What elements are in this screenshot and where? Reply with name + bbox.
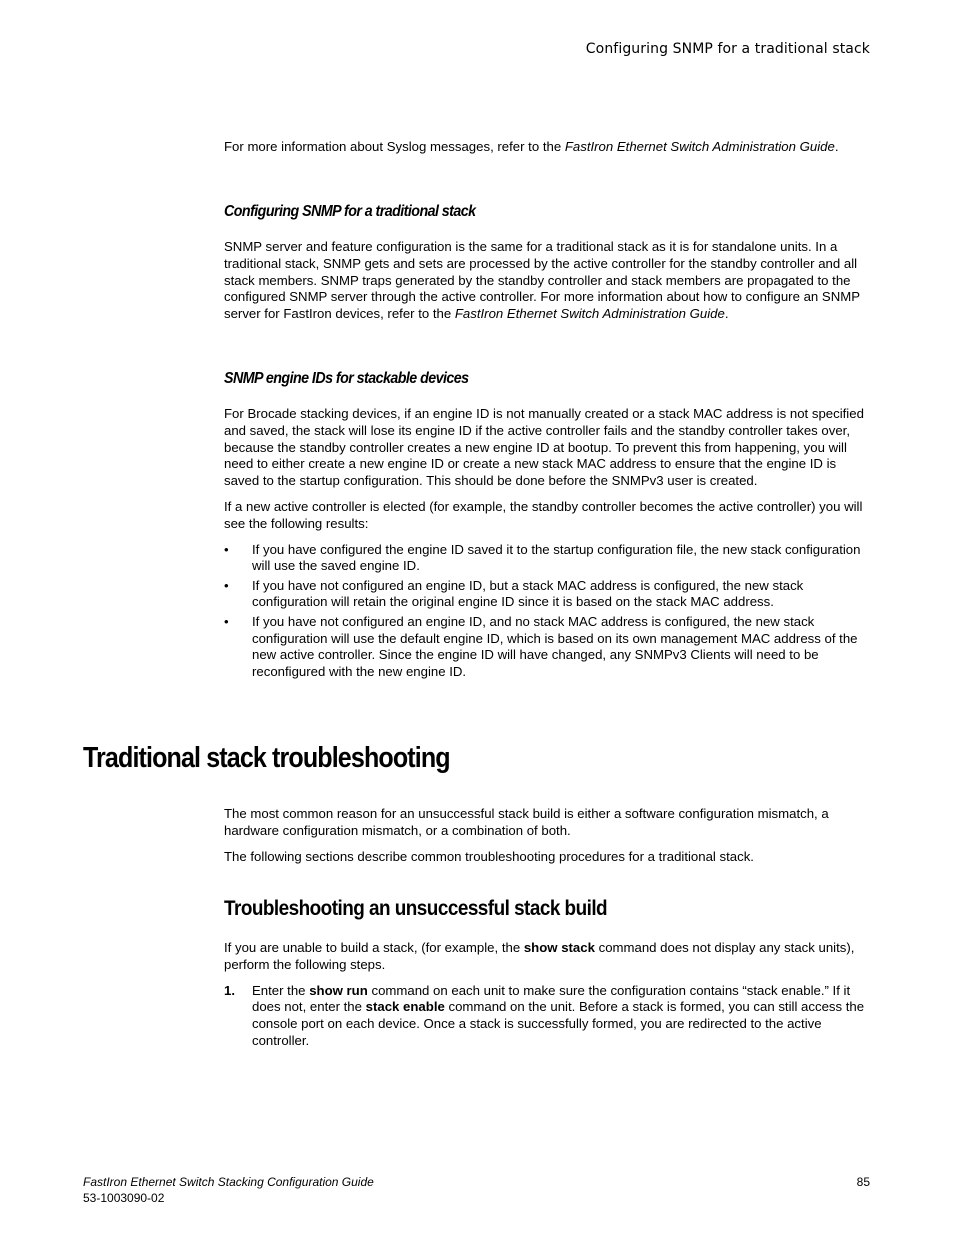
command-show-run: show run [309, 982, 368, 998]
engine-section-body [224, 406, 870, 683]
step-number: 1. [224, 982, 235, 998]
bullet-marker: • [224, 577, 229, 593]
bullet-marker: • [224, 613, 229, 629]
intro-paragraph [224, 139, 870, 156]
engine-paragraph-1: For Brocade stacking devices, if an engine ID is not manually created or a stack MAC address is not specified and saved, the stack will lose its engine ID if the active controller fails and the standby controller takes over, because the standby controller creates a new engine ID at bootup. To prevent this from happening, you will need to either create a new engine ID or create a new stack MAC address to ensure that the engine ID is saved to the startup configuration. This should be done before the SNMPv3 user is created. [224, 406, 864, 489]
steps-list [224, 983, 870, 1050]
intro-text: For more information about Syslog messages, refer to the [224, 139, 565, 154]
snmp-paragraph [224, 239, 870, 323]
snmp-paragraph-end: . [724, 306, 729, 322]
heading-traditional-stack-troubleshooting: Traditional stack troubleshooting [83, 742, 450, 774]
engine-bullet-list [224, 542, 870, 681]
unsuccessful-text-end: command does not display any stack units), perform the following steps. [224, 940, 855, 972]
step-text: Enter the [252, 982, 310, 998]
footer-doc-title: FastIron Ethernet Switch Stacking Configuration Guide [83, 1175, 374, 1189]
unsuccessful-paragraph [224, 940, 870, 974]
heading-unsuccessful-stack-build: Troubleshooting an unsuccessful stack build [224, 896, 608, 920]
bullet-text: If you have not configured an engine ID, and no stack MAC address is configured, the new stack configuration will use the default engine ID, which is based on its own management MAC address of the new active controller. Since the engine ID will have changed, any SNMPv3 Clients will need to be reconfigured with the new engine ID. [252, 613, 858, 680]
troubleshooting-body [224, 806, 870, 865]
list-item [224, 578, 870, 612]
footer-left [83, 1175, 374, 1206]
bullet-marker: • [224, 541, 229, 557]
troubleshooting-paragraph-2: The following sections describe common troubleshooting procedures for a traditional stack. [224, 848, 754, 864]
footer-page-number: 85 [856, 1175, 870, 1189]
snmp-guide-title: FastIron Ethernet Switch Administration Guide [454, 306, 725, 322]
unsuccessful-text: If you are unable to build a stack, (for example, the [224, 940, 524, 955]
list-item [224, 542, 870, 576]
step-text: command on the unit. Before a stack is formed, you can still access the console port on each device. Once a stack is successfully formed, you are redirected to the active controller. [252, 999, 865, 1048]
command-stack-enable: stack enable [365, 999, 445, 1015]
heading-snmp-engine-ids: SNMP engine IDs for stackable devices [224, 370, 469, 387]
troubleshooting-paragraph-1: The most common reason for an unsuccessful stack build is either a software configuration mismatch, a hardware configuration mismatch, or a combination of both. [224, 806, 829, 838]
step-text: command on each unit to make sure the configuration contains “stack enable.” If it does not, enter the [252, 982, 851, 1015]
footer-doc-number: 53-1003090-02 [83, 1190, 165, 1205]
running-header: Configuring SNMP for a traditional stack [585, 41, 870, 57]
command-show-stack: show stack [523, 940, 595, 955]
intro-text-end: . [834, 139, 839, 154]
bullet-text: If you have not configured an engine ID, but a stack MAC address is configured, the new stack configuration will retain the original engine ID since it is based on the stack MAC address. [252, 577, 804, 610]
bullet-text: If you have configured the engine ID saved it to the startup configuration file, the new stack configuration will use the saved engine ID. [252, 541, 861, 574]
unsuccessful-body [224, 940, 870, 1050]
snmp-paragraph-text: SNMP server and feature configuration is the same for a traditional stack as it is for standalone units. In a traditional stack, SNMP gets and sets are processed by the active controller for the standby controller and all stack members. SNMP traps generated by the standby controller and stack members are propagated to the configured SNMP server through the active controller. For more information about how to configure an SNMP server for FastIron devices, refer to the [224, 239, 860, 322]
step-item [224, 983, 870, 1050]
engine-paragraph-2: If a new active controller is elected (for example, the standby controller becomes the active controller) you will see the following results: [224, 498, 863, 531]
intro-guide-title: FastIron Ethernet Switch Administration Guide [564, 139, 835, 154]
list-item [224, 614, 870, 681]
heading-configuring-snmp: Configuring SNMP for a traditional stack [224, 203, 476, 220]
